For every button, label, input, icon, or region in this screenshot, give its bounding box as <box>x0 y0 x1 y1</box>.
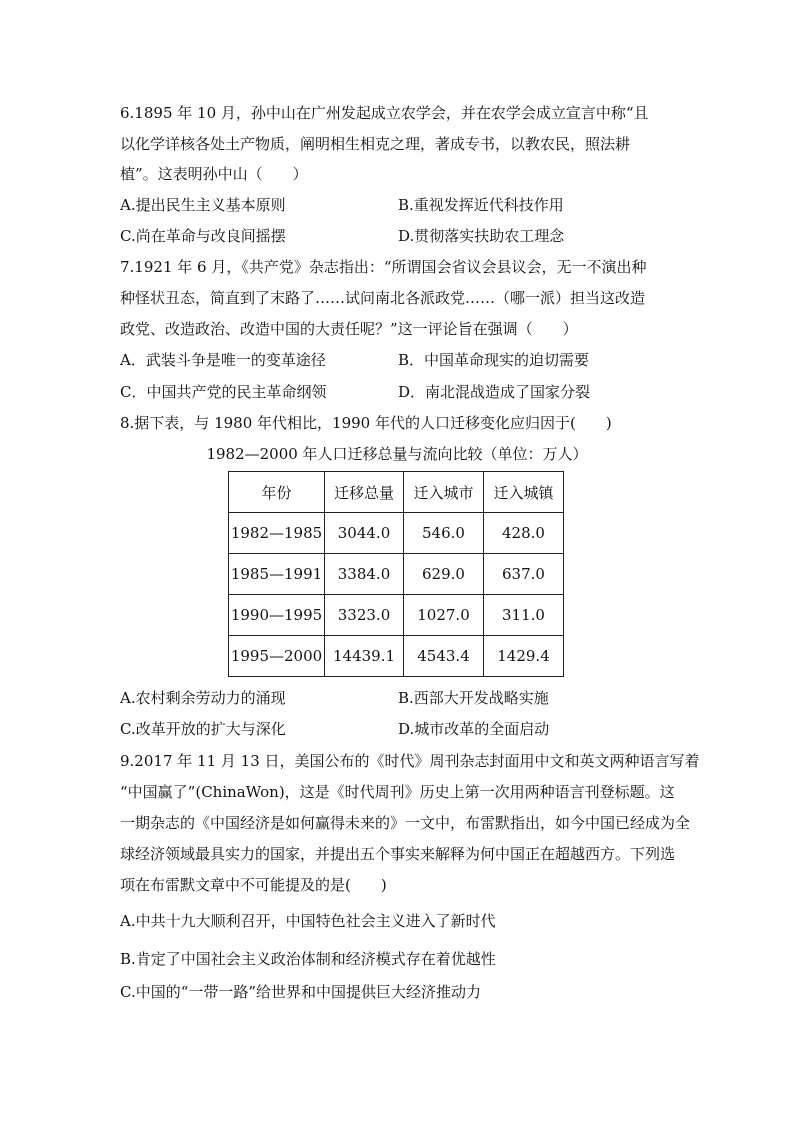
cell-town: 1429.4 <box>484 636 564 677</box>
q7-stem-line-1: 7.1921 年 6 月，《共产党》杂志指出：“所谓国会省议会县议会，无一不演出种 <box>120 258 647 276</box>
cell-city: 1027.0 <box>404 595 484 636</box>
header-total: 迁移总量 <box>325 472 404 513</box>
q9-option-a: A.中共十九大顺利召开，中国特色社会主义进入了新时代 <box>120 912 496 930</box>
cell-town: 428.0 <box>484 513 564 554</box>
cell-city: 629.0 <box>404 554 484 595</box>
cell-year: 1990—1995 <box>229 595 325 636</box>
q6-option-d: D.贯彻落实扶助农工理念 <box>398 227 565 245</box>
cell-year: 1985—1991 <box>229 554 325 595</box>
q7-option-a: A．武装斗争是唯一的变革途径 <box>120 351 326 369</box>
q9-option-c: C.中国的“一带一路”给世界和中国提供巨大经济推动力 <box>120 983 482 1001</box>
q6-option-a: A.提出民生主义基本原则 <box>120 196 286 214</box>
q6-option-b: B.重视发挥近代科技作用 <box>398 196 564 214</box>
cell-town: 311.0 <box>484 595 564 636</box>
header-town: 迁入城镇 <box>484 472 564 513</box>
cell-year: 1982—1985 <box>229 513 325 554</box>
q6-stem-line-2: 以化学详核各处土产物质，阐明相生相克之理，著成专书，以教农民，照法耕 <box>120 135 631 153</box>
q8-option-a: A.农村剩余劳动力的涌现 <box>120 689 286 707</box>
q9-stem-line-4: 球经济领域最具实力的国家，并提出五个事实来解释为何中国正在超越西方。下列选 <box>120 845 676 863</box>
q9-stem-line-1: 9.2017 年 11 月 13 日，美国公布的《时代》周刊杂志封面用中文和英文两种语言写着 <box>120 752 700 770</box>
q9-stem-line-2: “中国赢了”(ChinaWon)，这是《时代周刊》历史上第一次用两种语言刊登标题。这 <box>120 783 675 801</box>
cell-town: 637.0 <box>484 554 564 595</box>
q6-option-c: C.尚在革命与改良间摇摆 <box>120 227 286 245</box>
table-title: 1982—2000 年人口迁移总量与流向比较（单位：万人） <box>206 445 588 463</box>
header-city: 迁入城市 <box>404 472 484 513</box>
q7-option-c: C．中国共产党的民主革命纲领 <box>120 383 327 401</box>
q8-option-b: B.西部大开发战略实施 <box>398 689 549 707</box>
migration-table <box>228 471 564 677</box>
q7-stem-line-2: 种怪状丑态，简直到了末路了……试问南北各派政党……（哪一派）担当这改造 <box>120 289 646 307</box>
cell-total: 3384.0 <box>325 554 404 595</box>
cell-total: 3044.0 <box>325 513 404 554</box>
q9-stem-line-3: 一期杂志的《中国经济是如何赢得未来的》一文中，布雷默指出，如今中国已经成为全 <box>120 814 691 832</box>
q8-option-c: C.改革开放的扩大与深化 <box>120 720 286 738</box>
table-row <box>229 595 564 636</box>
cell-total: 3323.0 <box>325 595 404 636</box>
q7-stem-line-3: 政党、改造政治、改造中国的大责任呢？”这一评论旨在强调（ ） <box>120 320 578 338</box>
q6-stem-line-3: 植”。这表明孙中山（ ） <box>120 165 308 183</box>
cell-year: 1995—2000 <box>229 636 325 677</box>
q9-stem-line-5: 项在布雷默文章中不可能提及的是( ) <box>120 876 387 894</box>
q6-stem-line-1: 6.1895 年 10 月，孙中山在广州发起成立农学会，并在农学会成立宣言中称“且 <box>120 104 649 122</box>
table-row <box>229 636 564 677</box>
table-row <box>229 513 564 554</box>
header-year: 年份 <box>229 472 325 513</box>
cell-city: 546.0 <box>404 513 484 554</box>
table-header-row <box>229 472 564 513</box>
q8-stem: 8.据下表，与 1980 年代相比，1990 年代的人口迁移变化应归因于( ) <box>120 414 612 432</box>
q7-option-b: B．中国革命现实的迫切需要 <box>398 351 590 369</box>
q8-option-d: D.城市改革的全面启动 <box>398 720 550 738</box>
table-row <box>229 554 564 595</box>
q9-option-b: B.肯定了中国社会主义政治体制和经济模式存在着优越性 <box>120 950 496 968</box>
q7-option-d: D．南北混战造成了国家分裂 <box>398 383 591 401</box>
cell-city: 4543.4 <box>404 636 484 677</box>
cell-total: 14439.1 <box>325 636 404 677</box>
